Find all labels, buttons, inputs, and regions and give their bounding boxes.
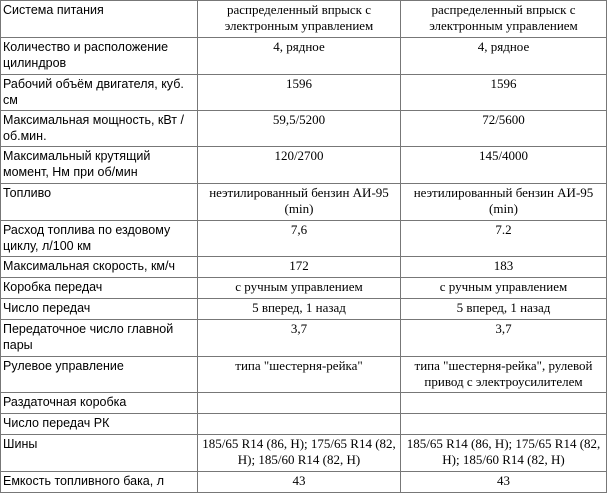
row-label: Расход топлива по ездовому циклу, л/100 км: [1, 221, 198, 257]
value-variant-2: 1596: [401, 75, 607, 111]
value-variant-1: [198, 414, 401, 435]
value-variant-1: распределенный впрыск с электронным управлением: [198, 1, 401, 38]
value-variant-2: 145/4000: [401, 147, 607, 184]
row-label: Число передач РК: [1, 414, 198, 435]
value-variant-2: [401, 393, 607, 414]
row-label: Количество и расположение цилиндров: [1, 38, 198, 75]
table-row: [1, 472, 607, 493]
row-label: Система питания: [1, 1, 198, 38]
table-row: [1, 435, 607, 472]
value-variant-2: с ручным управлением: [401, 278, 607, 299]
value-variant-2: [401, 414, 607, 435]
value-variant-1: 3,7: [198, 320, 401, 357]
row-label: Раздаточная коробка: [1, 393, 198, 414]
table-row: [1, 257, 607, 278]
value-variant-2: 5 вперед, 1 назад: [401, 299, 607, 320]
table-row: [1, 278, 607, 299]
row-label: Максимальная скорость, км/ч: [1, 257, 198, 278]
table-row: [1, 221, 607, 257]
value-variant-2: 7.2: [401, 221, 607, 257]
row-label: Максимальный крутящий момент, Нм при об/мин: [1, 147, 198, 184]
table-row: [1, 111, 607, 147]
value-variant-2: 3,7: [401, 320, 607, 357]
table-row: [1, 357, 607, 393]
value-variant-1: 1596: [198, 75, 401, 111]
table-row: [1, 184, 607, 221]
value-variant-2: неэтилированный бензин АИ-95 (min): [401, 184, 607, 221]
row-label: Коробка передач: [1, 278, 198, 299]
table-row: [1, 38, 607, 75]
value-variant-1: типа "шестерня-рейка": [198, 357, 401, 393]
table-row: [1, 75, 607, 111]
value-variant-2: 183: [401, 257, 607, 278]
value-variant-1: 185/65 R14 (86, H); 175/65 R14 (82, H); 185/60 R14 (82, H): [198, 435, 401, 472]
value-variant-2: типа "шестерня-рейка", рулевой привод с электроусилителем: [401, 357, 607, 393]
value-variant-2: 185/65 R14 (86, H); 175/65 R14 (82, H); 185/60 R14 (82, H): [401, 435, 607, 472]
row-label: Максимальная мощность, кВт / об.мин.: [1, 111, 198, 147]
value-variant-1: 43: [198, 472, 401, 493]
table-row: [1, 147, 607, 184]
row-label: Емкость топливного бака, л: [1, 472, 198, 493]
value-variant-2: 4, рядное: [401, 38, 607, 75]
row-label: Рабочий объём двигателя, куб. см: [1, 75, 198, 111]
value-variant-1: 59,5/5200: [198, 111, 401, 147]
value-variant-1: 120/2700: [198, 147, 401, 184]
table-row: [1, 320, 607, 357]
table-row: [1, 1, 607, 38]
value-variant-1: с ручным управлением: [198, 278, 401, 299]
value-variant-1: 7,6: [198, 221, 401, 257]
value-variant-1: 172: [198, 257, 401, 278]
table-row: [1, 393, 607, 414]
row-label: Шины: [1, 435, 198, 472]
value-variant-2: 43: [401, 472, 607, 493]
row-label: Рулевое управление: [1, 357, 198, 393]
value-variant-2: 72/5600: [401, 111, 607, 147]
value-variant-2: распределенный впрыск с электронным управлением: [401, 1, 607, 38]
table-row: [1, 299, 607, 320]
table-row: [1, 414, 607, 435]
row-label: Топливо: [1, 184, 198, 221]
value-variant-1: 5 вперед, 1 назад: [198, 299, 401, 320]
value-variant-1: 4, рядное: [198, 38, 401, 75]
value-variant-1: неэтилированный бензин АИ-95 (min): [198, 184, 401, 221]
row-label: Передаточное число главной пары: [1, 320, 198, 357]
value-variant-1: [198, 393, 401, 414]
row-label: Число передач: [1, 299, 198, 320]
spec-table-body: [1, 1, 607, 493]
